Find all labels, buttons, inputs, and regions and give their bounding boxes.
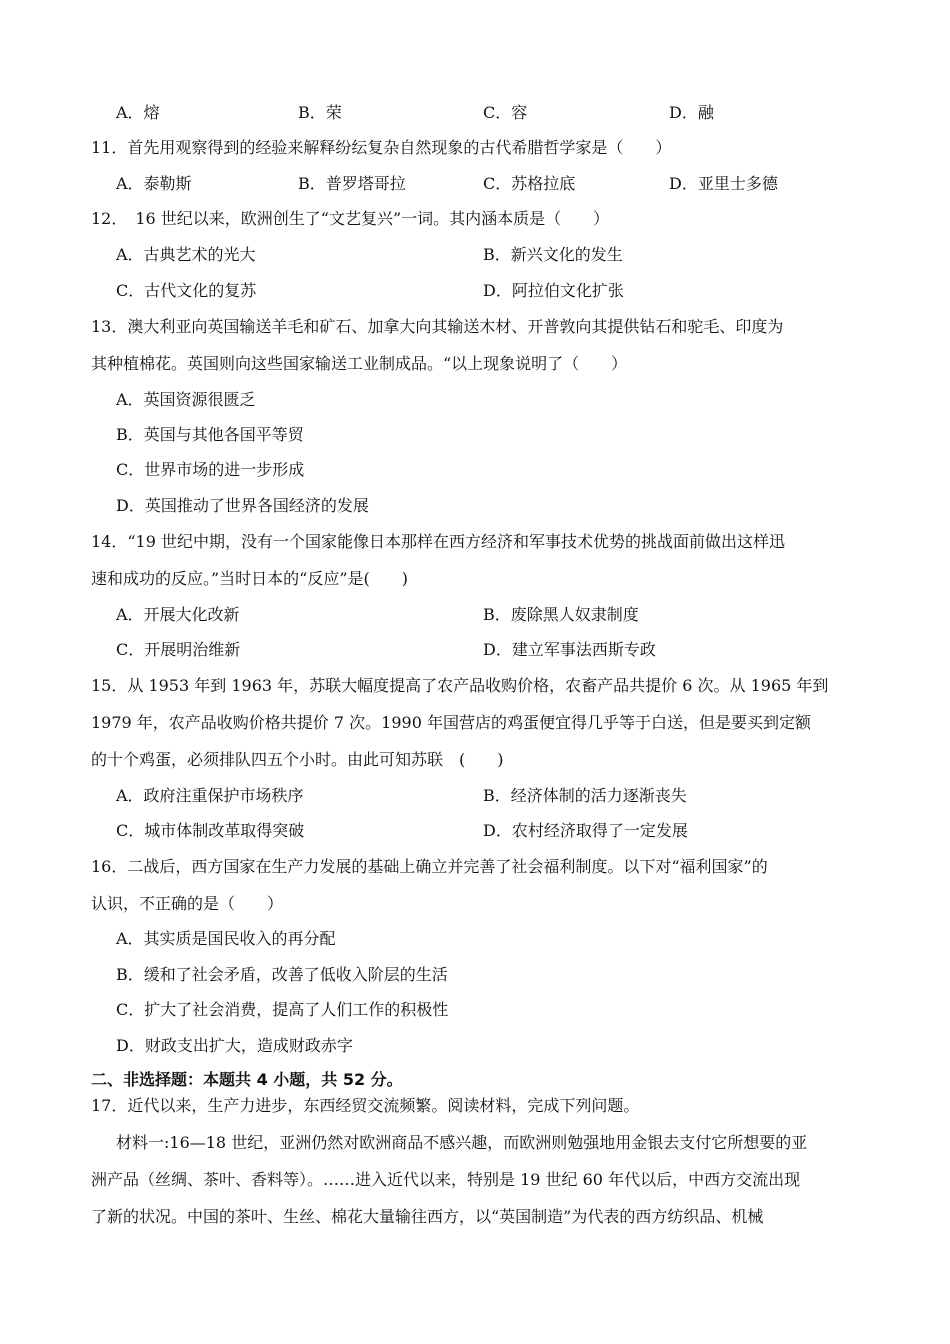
q17-material-line1: 材料一:16—18 世纪，亚洲仍然对欧洲商品不感兴趣，而欧洲则勉强地用金银去支付它所想要的亚 [116, 1133, 808, 1152]
q14-stem-line1: 14．“19 世纪中期，没有一个国家能像日本那样在西方经济和军事技术优势的挑战面前做出这样迅 [91, 532, 785, 551]
q13-option-a: A．英国资源很匮乏 [116, 390, 256, 409]
q15-stem-line2: 1979 年，农产品收购价格共提价 7 次。1990 年国营店的鸡蛋便宜得几乎等于白送，但是要买到定额 [91, 713, 811, 732]
q12-stem: 12． 16 世纪以来，欧洲创生了“文艺复兴”一词。其内涵本质是（ ） [91, 209, 610, 228]
q13-option-b: B．英国与其他各国平等贸 [116, 425, 304, 444]
q15-option-a: A．政府注重保护市场秩序 [116, 786, 304, 805]
q12-option-c: C．古代文化的复苏 [116, 281, 257, 300]
q10-option-a: A．熔 [116, 103, 160, 122]
q14-stem-line2: 速和成功的反应。”当时日本的“反应”是( ) [91, 569, 409, 588]
q16-option-c: C．扩大了社会消费，提高了人们工作的积极性 [116, 1000, 449, 1019]
q15-option-c: C．城市体制改革取得突破 [116, 821, 305, 840]
q15-stem-line1: 15．从 1953 年到 1963 年，苏联大幅度提高了农产品收购价格，农畜产品共提价 6 次。从 1965 年到 [91, 676, 829, 695]
q10-option-c: C．容 [483, 103, 528, 122]
q11-option-c: C．苏格拉底 [483, 174, 576, 193]
q14-option-d: D．建立军事法西斯专政 [483, 640, 656, 659]
q16-stem-line2: 认识，不正确的是（ ） [91, 894, 284, 913]
q13-option-d: D．英国推动了世界各国经济的发展 [116, 496, 369, 515]
q13-stem-line2: 其种植棉花。英国则向这些国家输送工业制成品。“以上现象说明了（ ） [91, 354, 628, 373]
q14-option-a: A．开展大化改新 [116, 605, 240, 624]
q12-option-b: B．新兴文化的发生 [483, 245, 623, 264]
q17-stem: 17．近代以来，生产力进步，东西经贸交流频繁。阅读材料，完成下列问题。 [91, 1096, 640, 1115]
q16-option-d: D．财政支出扩大，造成财政赤字 [116, 1036, 353, 1055]
q16-stem-line1: 16．二战后，西方国家在生产力发展的基础上确立并完善了社会福利制度。以下对“福利国家”的 [91, 857, 768, 876]
q15-option-d: D．农村经济取得了一定发展 [483, 821, 688, 840]
q13-stem-line1: 13．澳大利亚向英国输送羊毛和矿石、加拿大向其输送木材、开普敦向其提供钻石和驼毛、印度为 [91, 317, 784, 336]
q10-option-d: D．融 [669, 103, 714, 122]
q11-option-b: B．普罗塔哥拉 [298, 174, 406, 193]
q15-stem-line3: 的十个鸡蛋，必须排队四五个小时。由此可知苏联 ( ) [91, 750, 504, 769]
q14-option-b: B．废除黑人奴隶制度 [483, 605, 639, 624]
q14-option-c: C．开展明治维新 [116, 640, 241, 659]
q11-option-d: D．亚里士多德 [669, 174, 778, 193]
q15-option-b: B．经济体制的活力逐渐丧失 [483, 786, 687, 805]
q12-option-d: D．阿拉伯文化扩张 [483, 281, 624, 300]
q16-option-a: A．其实质是国民收入的再分配 [116, 929, 336, 948]
q13-option-c: C．世界市场的进一步形成 [116, 460, 305, 479]
q11-stem: 11．首先用观察得到的经验来解释纷纭复杂自然现象的古代希腊哲学家是（ ） [91, 138, 672, 157]
q12-option-a: A．古典艺术的光大 [116, 245, 256, 264]
section-heading: 二、非选择题：本题共 4 小题，共 52 分。 [91, 1070, 403, 1089]
q17-material-line2: 洲产品（丝绸、茶叶、香料等）。……进入近代以来，特别是 19 世纪 60 年代以后，中西方交流出现 [91, 1170, 801, 1189]
q16-option-b: B．缓和了社会矛盾，改善了低收入阶层的生活 [116, 965, 448, 984]
q17-material-line3: 了新的状况。中国的茶叶、生丝、棉花大量输往西方，以“英国制造”为代表的西方纺织品、机械 [91, 1207, 764, 1226]
q11-option-a: A．泰勒斯 [116, 174, 192, 193]
q10-option-b: B．荣 [298, 103, 342, 122]
